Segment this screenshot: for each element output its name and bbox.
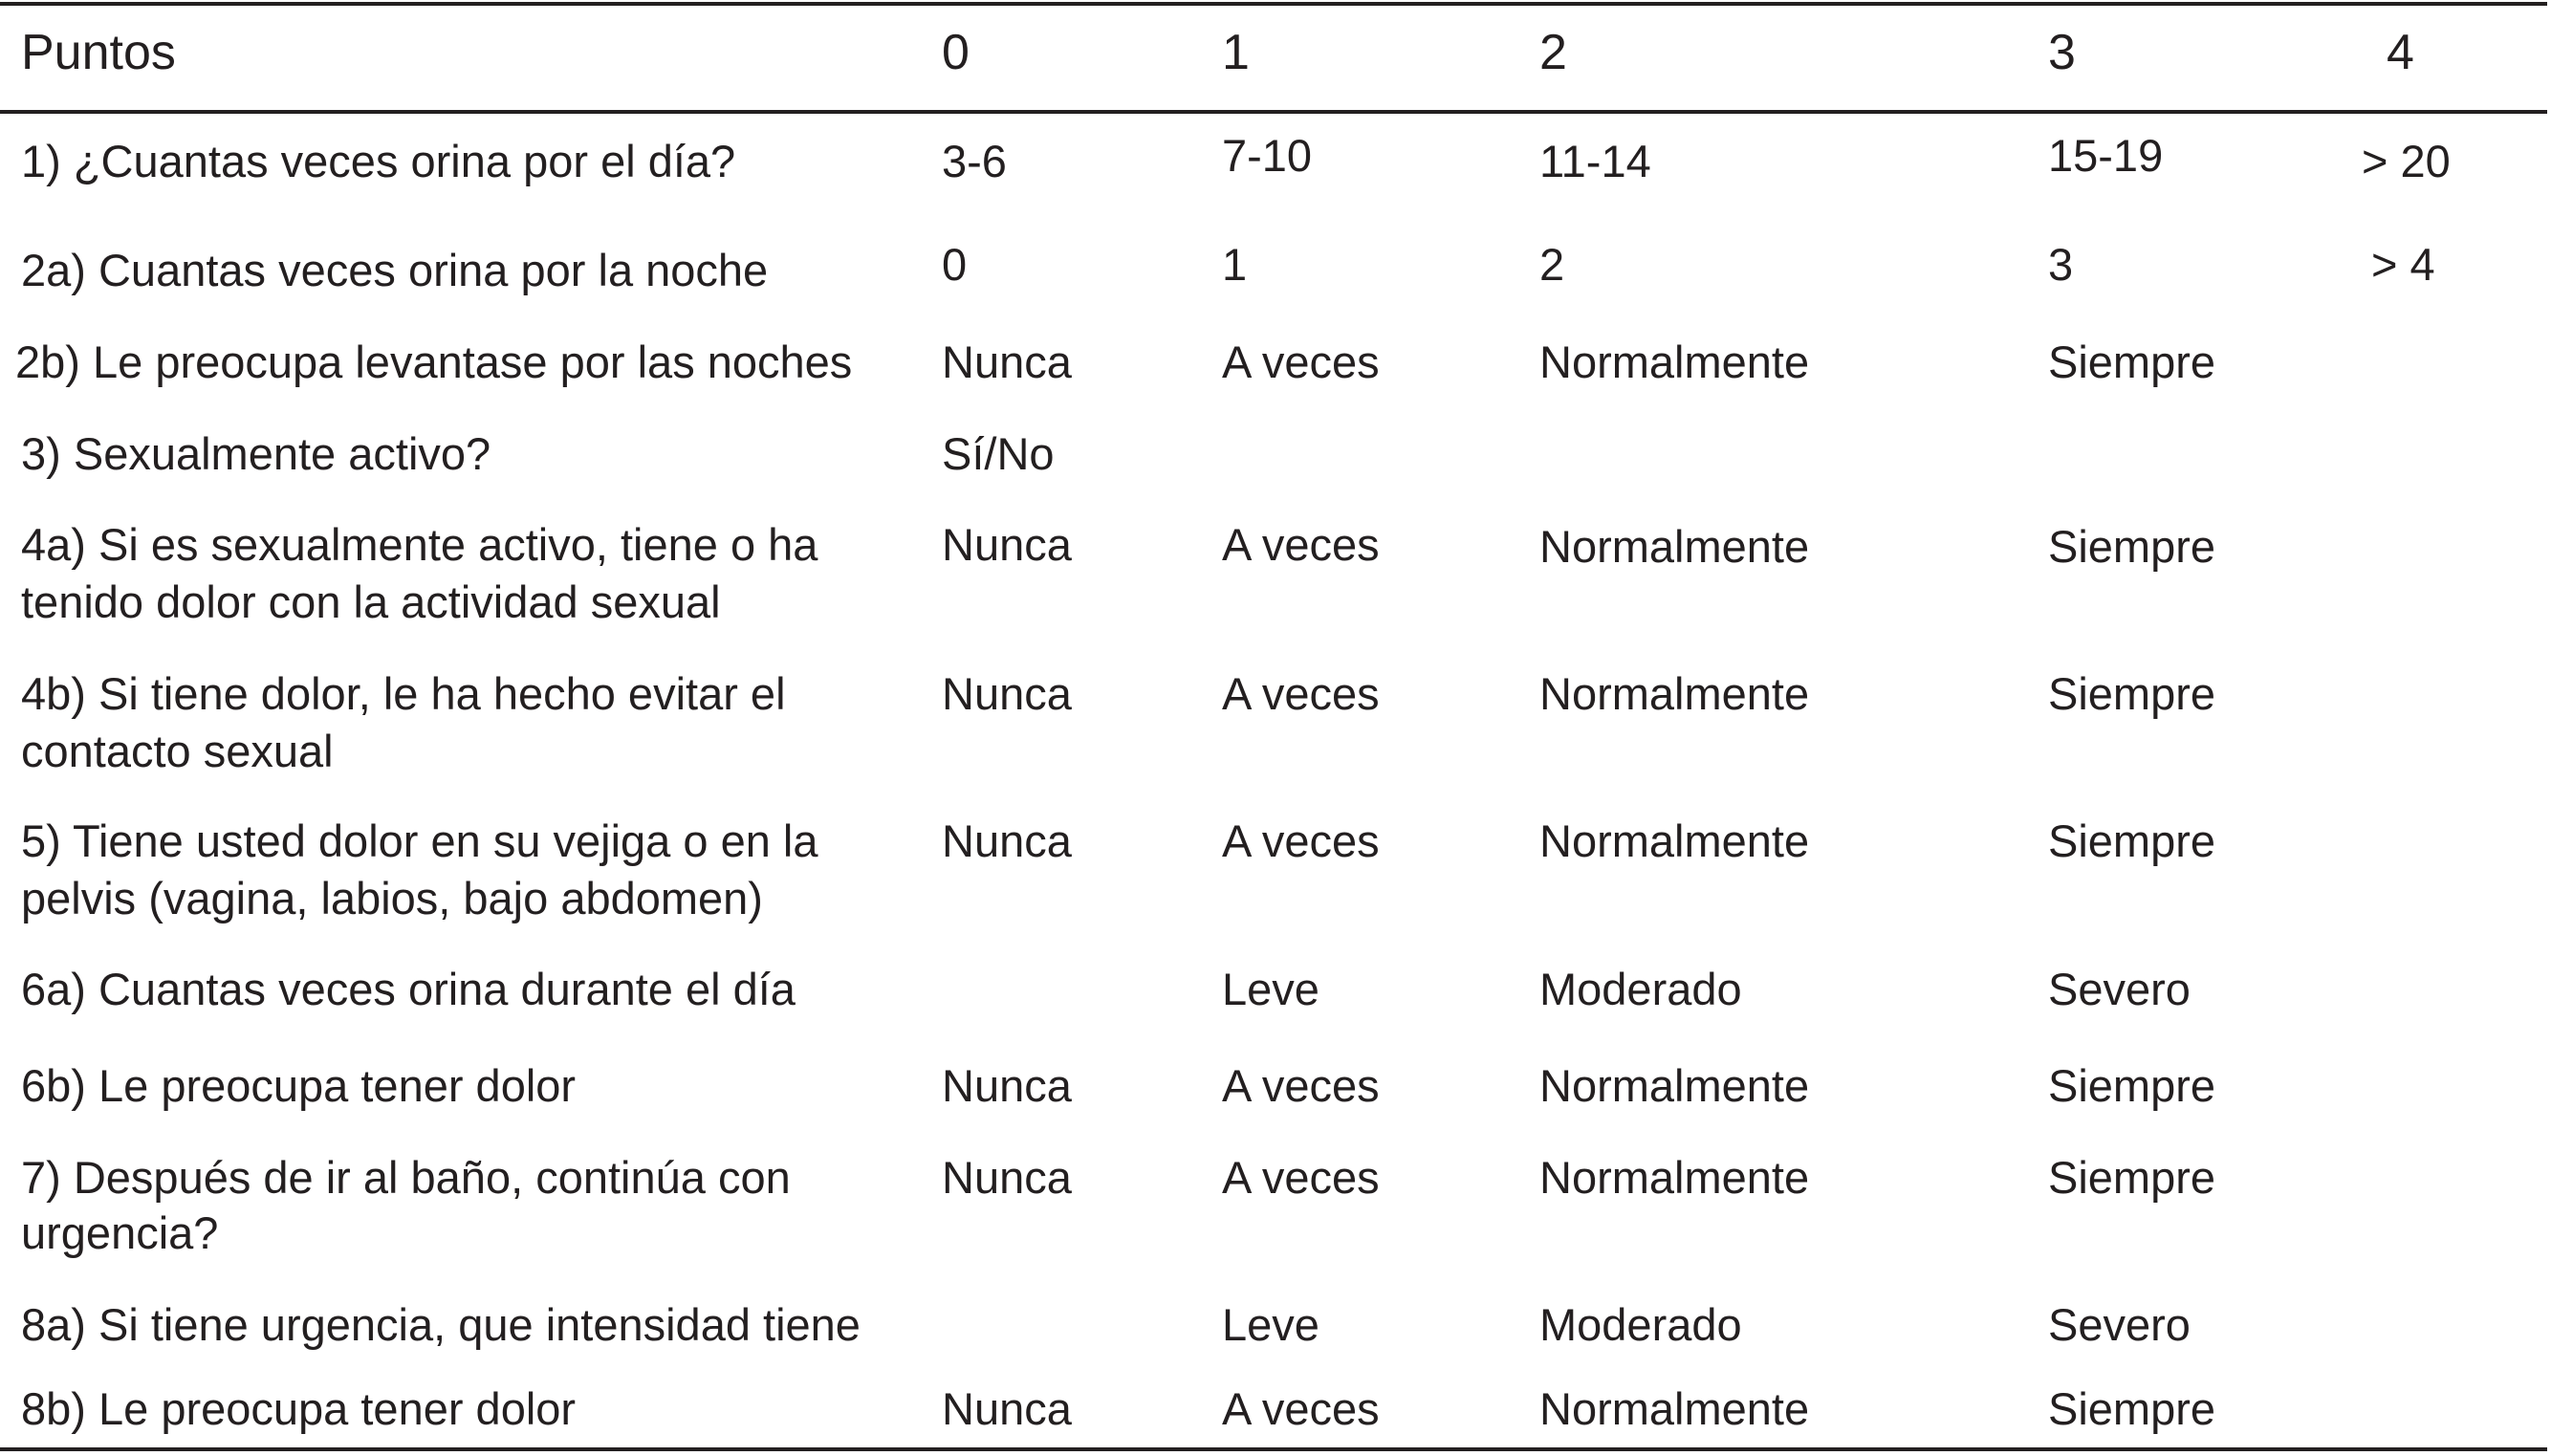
row-4b-col-1: A veces xyxy=(1222,668,1380,719)
row-8a-col-2: Moderado xyxy=(1539,1299,1742,1350)
row-4b-col-2: Normalmente xyxy=(1539,668,1810,719)
row-2b-col-3: Siempre xyxy=(2048,337,2216,387)
row-6b-col-0: Nunca xyxy=(942,1060,1072,1111)
row-2b-col-0: Nunca xyxy=(942,337,1072,387)
row-6a-col-2: Moderado xyxy=(1539,964,1742,1014)
row-1-col-3: 15-19 xyxy=(2048,130,2164,181)
header-col-1: 1 xyxy=(1222,25,1250,80)
row-8a-col-3: Severo xyxy=(2048,1299,2191,1350)
row-2a-col-1: 1 xyxy=(1222,239,1248,290)
row-7-col-2: Normalmente xyxy=(1539,1152,1810,1203)
row-1-col-0: 3-6 xyxy=(942,136,1007,186)
row-4a-col-3: Siempre xyxy=(2048,521,2216,572)
row-1-question: 1) ¿Cuantas veces orina por el día? xyxy=(21,136,736,186)
row-8b-question: 8b) Le preocupa tener dolor xyxy=(21,1383,577,1434)
row-1-col-4: > 20 xyxy=(2362,136,2451,186)
row-8b-col-2: Normalmente xyxy=(1539,1383,1810,1434)
row-1-col-2: 11-14 xyxy=(1539,136,1651,186)
row-5-col-1: A veces xyxy=(1222,815,1380,866)
row-8a-col-1: Leve xyxy=(1222,1299,1319,1350)
row-4b-question-line-1: 4b) Si tiene dolor, le ha hecho evitar el xyxy=(21,668,786,719)
row-3-col-0: Sí/No xyxy=(942,428,1055,479)
row-4a-question-line-1: 4a) Si es sexualmente activo, tiene o ha xyxy=(21,519,818,570)
row-7-col-3: Siempre xyxy=(2048,1152,2216,1203)
header-col-2: 2 xyxy=(1539,25,1567,80)
table-top-rule xyxy=(0,2,2547,6)
row-6b-question: 6b) Le preocupa tener dolor xyxy=(21,1060,577,1111)
row-4a-col-0: Nunca xyxy=(942,519,1072,570)
row-8b-col-1: A veces xyxy=(1222,1383,1380,1434)
row-2a-col-0: 0 xyxy=(942,239,968,290)
row-8b-col-3: Siempre xyxy=(2048,1383,2216,1434)
row-8b-col-0: Nunca xyxy=(942,1383,1072,1434)
row-5-question-line-1: 5) Tiene usted dolor en su vejiga o en la xyxy=(21,815,818,866)
row-2a-col-4: > 4 xyxy=(2371,239,2435,290)
row-6a-question: 6a) Cuantas veces orina durante el día xyxy=(21,964,796,1014)
row-6b-col-1: A veces xyxy=(1222,1060,1380,1111)
row-6a-col-3: Severo xyxy=(2048,964,2191,1014)
row-7-col-0: Nunca xyxy=(942,1152,1072,1203)
row-8a-question: 8a) Si tiene urgencia, que intensidad tiene xyxy=(21,1299,861,1350)
row-4a-col-1: A veces xyxy=(1222,519,1380,570)
row-4b-col-3: Siempre xyxy=(2048,668,2216,719)
table-header-rule xyxy=(0,110,2547,114)
row-4b-question-line-2: contacto sexual xyxy=(21,726,334,776)
row-7-question-line-1: 7) Después de ir al baño, continúa con xyxy=(21,1152,791,1203)
row-5-col-2: Normalmente xyxy=(1539,815,1810,866)
header-col-4: 4 xyxy=(2387,25,2414,80)
row-7-question-line-2: urgencia? xyxy=(21,1207,219,1258)
header-col-3: 3 xyxy=(2048,25,2076,80)
row-6a-col-1: Leve xyxy=(1222,964,1319,1014)
row-1-col-1: 7-10 xyxy=(1222,130,1313,181)
row-4a-col-2: Normalmente xyxy=(1539,521,1810,572)
row-6b-col-3: Siempre xyxy=(2048,1060,2216,1111)
row-2b-col-2: Normalmente xyxy=(1539,337,1810,387)
row-4b-col-0: Nunca xyxy=(942,668,1072,719)
row-2a-question: 2a) Cuantas veces orina por la noche xyxy=(21,245,769,295)
row-2a-col-3: 3 xyxy=(2048,239,2074,290)
row-5-col-3: Siempre xyxy=(2048,815,2216,866)
header-col-0: 0 xyxy=(942,25,970,80)
row-6b-col-2: Normalmente xyxy=(1539,1060,1810,1111)
row-2b-col-1: A veces xyxy=(1222,337,1380,387)
row-5-col-0: Nunca xyxy=(942,815,1072,866)
row-7-col-1: A veces xyxy=(1222,1152,1380,1203)
table-bottom-rule xyxy=(0,1447,2547,1451)
row-2a-col-2: 2 xyxy=(1539,239,1565,290)
row-5-question-line-2: pelvis (vagina, labios, bajo abdomen) xyxy=(21,873,763,924)
row-3-question: 3) Sexualmente activo? xyxy=(21,428,491,479)
row-4a-question-line-2: tenido dolor con la actividad sexual xyxy=(21,576,721,627)
row-2b-question: 2b) Le preocupa levantase por las noches xyxy=(15,337,853,387)
header-label: Puntos xyxy=(21,25,176,80)
